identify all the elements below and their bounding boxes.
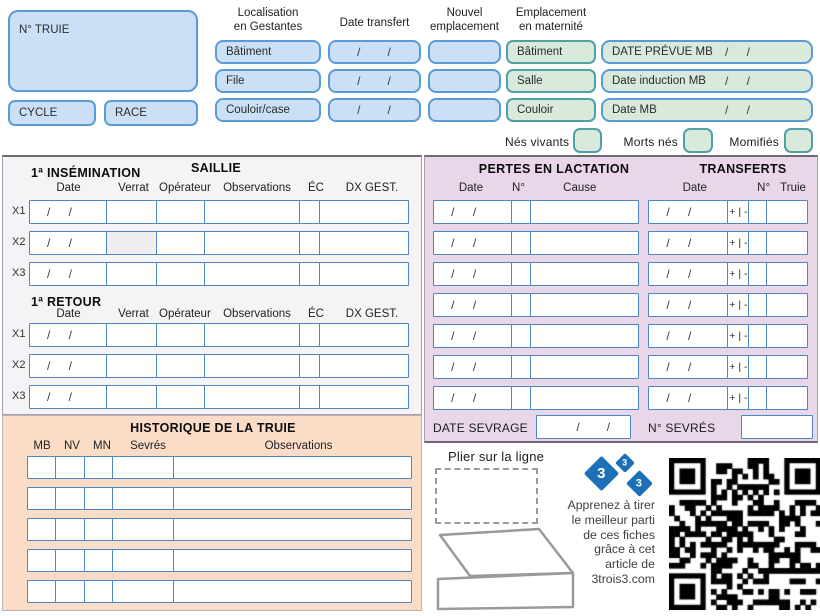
logo-diamond-small: 3 bbox=[615, 453, 635, 473]
date-placeholder: / / bbox=[46, 236, 73, 250]
transfer-sow-cell[interactable] bbox=[766, 262, 808, 286]
stillborn-label: Morts nés bbox=[623, 135, 678, 149]
gestation-building-label: Bâtiment bbox=[226, 46, 272, 58]
promo-line: grâce à cet bbox=[594, 542, 655, 557]
date-cell[interactable] bbox=[29, 231, 108, 255]
body-condition-cell[interactable] bbox=[299, 354, 321, 378]
cause-cell[interactable] bbox=[530, 386, 639, 410]
loss-date-cell[interactable] bbox=[433, 262, 513, 286]
new-location-header: Nouvel emplacement bbox=[429, 7, 500, 33]
date-placeholder: / / bbox=[666, 236, 693, 250]
column-header-5: DX GEST. bbox=[345, 182, 399, 194]
transfer-number-cell[interactable] bbox=[748, 262, 768, 286]
transfer-number-cell[interactable] bbox=[748, 355, 768, 379]
transfer-date-cell[interactable] bbox=[648, 200, 729, 224]
history-row bbox=[27, 549, 412, 572]
column-header: Date bbox=[682, 182, 707, 194]
date-cell[interactable] bbox=[29, 354, 108, 378]
gestation-pen-label: Couloir/case bbox=[226, 104, 290, 116]
row-label: X2 bbox=[12, 236, 26, 248]
transfer-row bbox=[648, 293, 808, 317]
mn-cell[interactable] bbox=[84, 580, 114, 603]
stillborn-box[interactable] bbox=[683, 128, 713, 153]
weaned-cell[interactable] bbox=[112, 580, 174, 603]
mn-cell[interactable] bbox=[84, 456, 114, 479]
observations-cell[interactable] bbox=[173, 487, 412, 510]
date-placeholder: / / bbox=[724, 45, 751, 59]
date-placeholder: / / bbox=[46, 328, 73, 342]
transfer-sow-cell[interactable] bbox=[766, 200, 808, 224]
plus-minus-cell[interactable] bbox=[727, 386, 749, 410]
transfer-row bbox=[648, 355, 808, 379]
date-cell[interactable] bbox=[29, 200, 108, 224]
nv-cell[interactable] bbox=[55, 487, 85, 510]
transfer-row bbox=[648, 200, 808, 224]
transfer-date-cell[interactable] bbox=[648, 355, 729, 379]
transfer-sow-cell[interactable] bbox=[766, 355, 808, 379]
history-column-header: MN bbox=[93, 440, 111, 452]
column-header-3: Observations bbox=[223, 308, 291, 320]
piglet-number-cell[interactable] bbox=[511, 386, 531, 410]
date-placeholder: / / bbox=[46, 267, 73, 281]
history-column-header: MB bbox=[33, 440, 51, 452]
promo-line: 3trois3.com bbox=[591, 571, 655, 586]
observations-cell[interactable] bbox=[204, 354, 300, 378]
history-column-header: Observations bbox=[264, 440, 333, 452]
column-header: N° bbox=[757, 182, 771, 194]
plus-minus-cell[interactable] bbox=[727, 355, 749, 379]
boar-cell[interactable] bbox=[106, 385, 157, 409]
sow-number-box[interactable] bbox=[8, 10, 198, 92]
loss-date-cell[interactable] bbox=[433, 386, 513, 410]
history-row bbox=[27, 456, 412, 479]
row-label: X1 bbox=[12, 205, 26, 217]
loss-row bbox=[433, 200, 639, 224]
cycle-label: CYCLE bbox=[19, 107, 58, 119]
date-placeholder: / / bbox=[451, 236, 478, 250]
history-column-header: Sevrés bbox=[130, 440, 166, 452]
column-header: N° bbox=[512, 182, 525, 194]
farrow-date-label: Date MB bbox=[612, 104, 657, 116]
transfer-number-cell[interactable] bbox=[748, 324, 768, 348]
weaned-cell[interactable] bbox=[112, 518, 174, 541]
service-row bbox=[29, 354, 409, 378]
born-alive-box[interactable] bbox=[573, 128, 602, 153]
loss-row bbox=[433, 355, 639, 379]
boar-cell[interactable] bbox=[106, 323, 157, 347]
gestation-check-cell[interactable] bbox=[319, 262, 409, 286]
transfer-number-cell[interactable] bbox=[748, 386, 768, 410]
gestation-check-cell[interactable] bbox=[319, 323, 409, 347]
mb-cell[interactable] bbox=[27, 487, 57, 510]
plus-minus-cell[interactable] bbox=[727, 324, 749, 348]
column-header-0: Date bbox=[56, 308, 81, 320]
column-header-2: Opérateur bbox=[159, 182, 211, 194]
date-placeholder: / / bbox=[576, 420, 612, 434]
transfer-date-box[interactable] bbox=[328, 98, 421, 122]
date-placeholder: / / bbox=[46, 390, 73, 404]
mb-cell[interactable] bbox=[27, 549, 57, 572]
piglet-number-cell[interactable] bbox=[511, 231, 531, 255]
logo-diamond-large: 3 bbox=[584, 456, 619, 491]
row-label: X2 bbox=[12, 359, 26, 371]
cause-cell[interactable] bbox=[530, 355, 639, 379]
date-placeholder: / / bbox=[666, 391, 693, 405]
gestation-pen-box[interactable] bbox=[215, 98, 321, 122]
date-placeholder: / / bbox=[666, 267, 693, 281]
row-label: X3 bbox=[12, 390, 26, 402]
plus-minus-label: + | - bbox=[729, 206, 748, 218]
date-placeholder: / / bbox=[451, 205, 478, 219]
observations-cell[interactable] bbox=[173, 456, 412, 479]
plus-minus-label: + | - bbox=[729, 237, 748, 249]
date-placeholder: / / bbox=[666, 329, 693, 343]
boar-cell[interactable] bbox=[106, 231, 157, 255]
mn-cell[interactable] bbox=[84, 518, 114, 541]
gestation-check-cell[interactable] bbox=[319, 385, 409, 409]
gestation-row-box[interactable] bbox=[215, 69, 321, 93]
loss-date-cell[interactable] bbox=[433, 293, 513, 317]
operator-cell[interactable] bbox=[156, 262, 206, 286]
transfer-row bbox=[648, 386, 808, 410]
promo-line: le meilleur parti bbox=[571, 512, 655, 527]
service-row bbox=[29, 231, 409, 255]
column-header-4: ÉC bbox=[308, 182, 324, 194]
history-row bbox=[27, 487, 412, 510]
transfer-sow-cell[interactable] bbox=[766, 293, 808, 317]
date-placeholder: / / bbox=[357, 74, 392, 88]
transfer-row bbox=[648, 231, 808, 255]
column-header-2: Opérateur bbox=[159, 308, 211, 320]
observations-cell[interactable] bbox=[204, 262, 300, 286]
operator-cell[interactable] bbox=[156, 200, 206, 224]
mb-cell[interactable] bbox=[27, 580, 57, 603]
column-header-1: Verrat bbox=[118, 308, 149, 320]
piglet-number-cell[interactable] bbox=[511, 355, 531, 379]
promo-line: de ces fiches bbox=[583, 527, 655, 542]
transfer-date-cell[interactable] bbox=[648, 293, 729, 317]
nv-cell[interactable] bbox=[55, 456, 85, 479]
lactation-panel bbox=[424, 155, 818, 443]
history-column-header: NV bbox=[64, 440, 80, 452]
loss-row bbox=[433, 386, 639, 410]
transfer-date-cell[interactable] bbox=[648, 262, 729, 286]
date-cell[interactable] bbox=[29, 262, 108, 286]
return-title: 1ª RETOUR bbox=[31, 295, 102, 309]
date-placeholder: / / bbox=[451, 329, 478, 343]
date-placeholder: / / bbox=[724, 74, 751, 88]
sow-number-label: N° TRUIE bbox=[19, 24, 70, 36]
cause-cell[interactable] bbox=[530, 262, 639, 286]
plus-minus-cell[interactable] bbox=[727, 262, 749, 286]
mn-cell[interactable] bbox=[84, 487, 114, 510]
induction-date-box[interactable] bbox=[601, 69, 813, 93]
observations-cell[interactable] bbox=[173, 549, 412, 572]
cause-cell[interactable] bbox=[530, 200, 639, 224]
transfer-row bbox=[648, 262, 808, 286]
date-placeholder: / / bbox=[451, 360, 478, 374]
operator-cell[interactable] bbox=[156, 354, 206, 378]
date-placeholder: / / bbox=[357, 103, 392, 117]
loss-row bbox=[433, 293, 639, 317]
maternity-location-header: Emplacement en maternité bbox=[515, 7, 587, 33]
plus-minus-cell[interactable] bbox=[727, 231, 749, 255]
column-header: Cause bbox=[563, 182, 597, 194]
race-label: RACE bbox=[115, 107, 147, 119]
date-placeholder: / / bbox=[451, 391, 478, 405]
cause-cell[interactable] bbox=[530, 324, 639, 348]
service-row bbox=[29, 262, 409, 286]
date-cell[interactable] bbox=[29, 385, 108, 409]
weaned-count-box[interactable] bbox=[741, 415, 813, 439]
qr-code[interactable] bbox=[669, 458, 820, 610]
promo-line: article de bbox=[605, 557, 655, 572]
history-row bbox=[27, 580, 412, 603]
date-placeholder: / / bbox=[724, 103, 751, 117]
loss-row bbox=[433, 262, 639, 286]
mn-cell[interactable] bbox=[84, 549, 114, 572]
body-condition-cell[interactable] bbox=[299, 200, 321, 224]
transfer-sow-cell[interactable] bbox=[766, 386, 808, 410]
body-condition-cell[interactable] bbox=[299, 262, 321, 286]
weaned-cell[interactable] bbox=[112, 456, 174, 479]
gestation-location-header: Localisation en Gestantes bbox=[233, 7, 303, 33]
logo-diamond-medium: 3 bbox=[626, 470, 653, 497]
mummified-box[interactable] bbox=[784, 128, 813, 153]
operator-cell[interactable] bbox=[156, 385, 206, 409]
history-panel bbox=[2, 415, 422, 611]
losses-title: PERTES EN LACTATION bbox=[478, 162, 630, 176]
date-placeholder: / / bbox=[357, 45, 392, 59]
loss-date-cell[interactable] bbox=[433, 200, 513, 224]
observations-cell[interactable] bbox=[204, 385, 300, 409]
transfer-number-cell[interactable] bbox=[748, 293, 768, 317]
weaned-cell[interactable] bbox=[112, 549, 174, 572]
new-location-box[interactable] bbox=[428, 98, 501, 122]
transfer-number-cell[interactable] bbox=[748, 200, 768, 224]
service-row bbox=[29, 323, 409, 347]
body-condition-cell[interactable] bbox=[299, 385, 321, 409]
loss-row bbox=[433, 231, 639, 255]
plus-minus-label: + | - bbox=[729, 299, 748, 311]
plus-minus-cell[interactable] bbox=[727, 200, 749, 224]
transfer-number-cell[interactable] bbox=[748, 231, 768, 255]
gestation-building-box[interactable] bbox=[215, 40, 321, 64]
induction-date-label: Date induction MB bbox=[612, 75, 706, 87]
column-header-5: DX GEST. bbox=[345, 308, 399, 320]
piglet-number-cell[interactable] bbox=[511, 324, 531, 348]
service-title: SAILLIE bbox=[190, 161, 242, 175]
piglet-number-cell[interactable] bbox=[511, 293, 531, 317]
date-cell[interactable] bbox=[29, 323, 108, 347]
nv-cell[interactable] bbox=[55, 518, 85, 541]
maternity-aisle-box[interactable] bbox=[506, 98, 596, 122]
fold-instruction-label: Plier sur la ligne bbox=[448, 449, 545, 464]
maternity-building-box[interactable] bbox=[506, 40, 596, 64]
plus-minus-label: + | - bbox=[729, 361, 748, 373]
loss-date-cell[interactable] bbox=[433, 231, 513, 255]
promo-text bbox=[520, 498, 655, 587]
service-row bbox=[29, 200, 409, 224]
new-location-box[interactable] bbox=[428, 69, 501, 93]
expected-farrow-date-box[interactable] bbox=[601, 40, 813, 64]
body-condition-cell[interactable] bbox=[299, 323, 321, 347]
mummified-label: Momifiés bbox=[729, 135, 779, 149]
loss-row bbox=[433, 324, 639, 348]
plus-minus-cell[interactable] bbox=[727, 293, 749, 317]
column-header: Truie bbox=[780, 182, 806, 194]
row-label: X3 bbox=[12, 267, 26, 279]
3trois3-logo bbox=[585, 450, 665, 502]
boar-cell[interactable] bbox=[106, 354, 157, 378]
cycle-box[interactable] bbox=[8, 100, 96, 126]
transfer-date-cell[interactable] bbox=[648, 231, 729, 255]
column-header: Date bbox=[458, 182, 484, 194]
date-placeholder: / / bbox=[46, 359, 73, 373]
expected-farrow-date-label: DATE PRÉVUE MB bbox=[612, 46, 713, 58]
maternity-room-label: Salle bbox=[517, 75, 543, 87]
history-row bbox=[27, 518, 412, 541]
observations-cell[interactable] bbox=[173, 580, 412, 603]
gestation-check-cell[interactable] bbox=[319, 200, 409, 224]
gestation-check-cell[interactable] bbox=[319, 231, 409, 255]
date-placeholder: / / bbox=[666, 298, 693, 312]
gestation-row-label: File bbox=[226, 75, 245, 87]
transfer-date-box[interactable] bbox=[328, 40, 421, 64]
weaned-count-label: N° SEVRÉS bbox=[648, 421, 716, 435]
mb-cell[interactable] bbox=[27, 518, 57, 541]
promo-line: Apprenez à tirer bbox=[567, 498, 655, 512]
farrow-date-box[interactable] bbox=[601, 98, 813, 122]
transfer-date-cell[interactable] bbox=[648, 386, 729, 410]
transfer-date-box[interactable] bbox=[328, 69, 421, 93]
cause-cell[interactable] bbox=[530, 231, 639, 255]
maternity-building-label: Bâtiment bbox=[517, 46, 563, 58]
piglet-number-cell[interactable] bbox=[511, 262, 531, 286]
transfer-sow-cell[interactable] bbox=[766, 324, 808, 348]
boar-cell[interactable] bbox=[106, 200, 157, 224]
date-placeholder: / / bbox=[666, 360, 693, 374]
plus-minus-label: + | - bbox=[729, 268, 748, 280]
weaning-date-label: DATE SEVRAGE bbox=[433, 421, 528, 435]
nv-cell[interactable] bbox=[55, 580, 85, 603]
maternity-room-box[interactable] bbox=[506, 69, 596, 93]
column-header-4: ÉC bbox=[308, 308, 324, 320]
plus-minus-label: + | - bbox=[729, 330, 748, 342]
history-title: HISTORIQUE DE LA TRUIE bbox=[130, 421, 296, 435]
born-alive-label: Nés vivants bbox=[505, 135, 570, 149]
observations-cell[interactable] bbox=[204, 231, 300, 255]
plus-minus-label: + | - bbox=[729, 392, 748, 404]
column-header-1: Verrat bbox=[118, 182, 149, 194]
operator-cell[interactable] bbox=[156, 323, 206, 347]
column-header-0: Date bbox=[56, 182, 81, 194]
service-panel bbox=[2, 155, 422, 415]
boar-cell[interactable] bbox=[106, 262, 157, 286]
observations-cell[interactable] bbox=[204, 200, 300, 224]
transfers-title: TRANSFERTS bbox=[699, 162, 787, 176]
date-placeholder: / / bbox=[46, 205, 73, 219]
loss-date-cell[interactable] bbox=[433, 324, 513, 348]
maternity-aisle-label: Couloir bbox=[517, 104, 554, 116]
row-label: X1 bbox=[12, 328, 26, 340]
date-placeholder: / / bbox=[451, 298, 478, 312]
weaning-date-box[interactable] bbox=[536, 415, 631, 439]
date-placeholder: / / bbox=[451, 267, 478, 281]
transfer-row bbox=[648, 324, 808, 348]
loss-date-cell[interactable] bbox=[433, 355, 513, 379]
operator-cell[interactable] bbox=[156, 231, 206, 255]
service-row bbox=[29, 385, 409, 409]
body-condition-cell[interactable] bbox=[299, 231, 321, 255]
gestation-check-cell[interactable] bbox=[319, 354, 409, 378]
weaned-cell[interactable] bbox=[112, 487, 174, 510]
transfer-sow-cell[interactable] bbox=[766, 231, 808, 255]
date-placeholder: / / bbox=[666, 205, 693, 219]
observations-cell[interactable] bbox=[204, 323, 300, 347]
mb-cell[interactable] bbox=[27, 456, 57, 479]
nv-cell[interactable] bbox=[55, 549, 85, 572]
insemination-title: 1ª INSÉMINATION bbox=[31, 166, 141, 180]
race-box[interactable] bbox=[104, 100, 198, 126]
observations-cell[interactable] bbox=[173, 518, 412, 541]
column-header-3: Observations bbox=[223, 182, 291, 194]
transfer-date-cell[interactable] bbox=[648, 324, 729, 348]
transfer-date-header: Date transfert bbox=[339, 17, 410, 29]
piglet-number-cell[interactable] bbox=[511, 200, 531, 224]
new-location-box[interactable] bbox=[428, 40, 501, 64]
cause-cell[interactable] bbox=[530, 293, 639, 317]
